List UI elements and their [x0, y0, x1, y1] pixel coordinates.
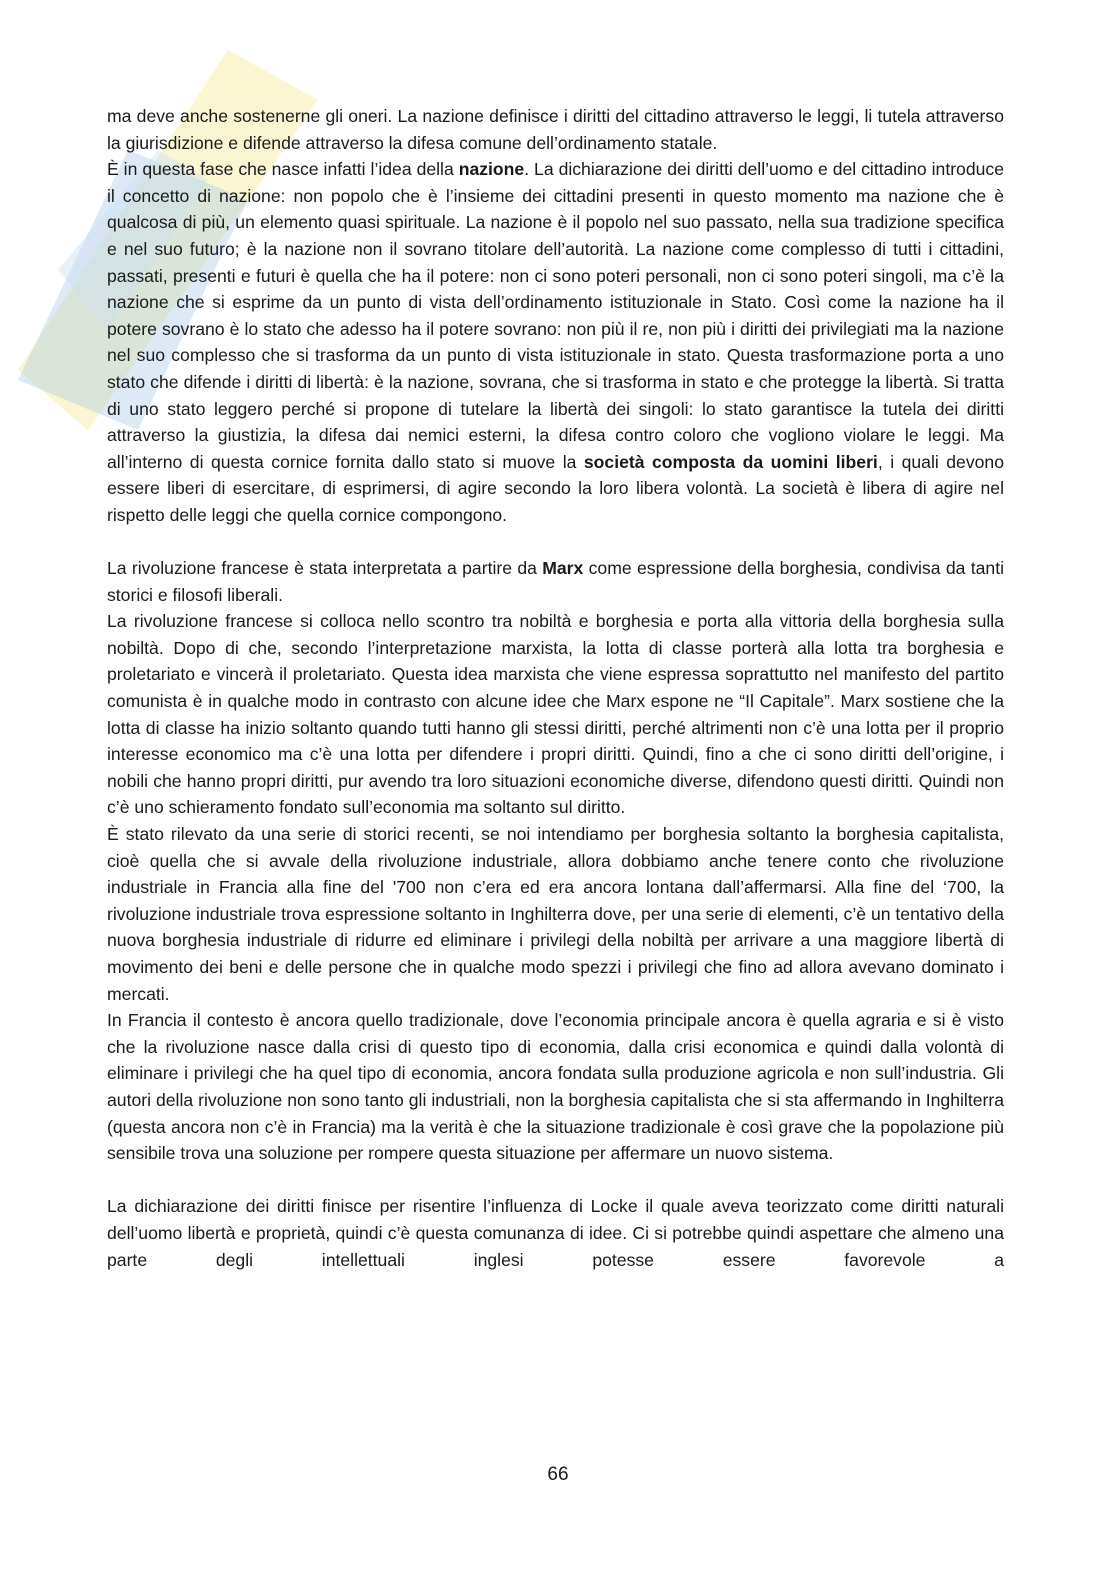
paragraph	[107, 555, 1004, 608]
bold-term: Marx	[542, 558, 584, 579]
text-run: In Francia il contesto è ancora quello tradizionale, dove l’economia principale ancora è quella agraria e si è visto che la rivoluzione nasce dalla crisi di questo tipo di economia, dalla crisi economica e quindi dalla volontà di eliminare i privilegi che ha quel tipo di economia, ancora fondata sulla produzione agricola e non sull’industria. Gli autori della rivoluzione non sono tanto gli industriali, non la borghesia capitalista che si sta affermando in Inghilterra (questa ancora non c’è in Francia) ma la verità è che la situazione tradizionale è così grave che la popolazione più sensibile trova una soluzione per rompere questa situazione per affermare un nuovo sistema.	[107, 1010, 1004, 1164]
text-run: come espressione della borghesia, condivisa da tanti storici e filosofi liberali.	[107, 558, 1004, 605]
paragraph	[107, 1193, 1004, 1273]
paragraph	[107, 1007, 1004, 1167]
paragraph-spacer	[107, 1167, 1004, 1194]
paragraph	[107, 821, 1004, 1007]
text-run: È stato rilevato da una serie di storici recenti, se noi intendiamo per borghesia soltanto la borghesia capitalista, cioè quella che si avvale della rivoluzione industriale, allora dobbiamo anche tenere conto che rivoluzione industriale in Francia alla fine del '700 non c’era ed era ancora lontana dall’affermarsi. Alla fine del ‘700, la rivoluzione industriale trova espressione soltanto in Inghilterra dove, per una serie di elementi, c’è un tentativo della nuova borghesia industriale di ridurre ed eliminare i privilegi della nobiltà per arrivare a una maggiore libertà di movimento dei beni e delle persone che in qualche modo spezzi i privilegi che fino ad allora avevano dominato i mercati.	[107, 824, 1004, 1004]
text-run: , i quali devono essere liberi di esercitare, di esprimersi, di agire secondo la loro libera volontà. La società è libera di agire nel rispetto delle leggi che quella cornice compongono.	[107, 451, 1004, 525]
text-run: La rivoluzione francese si colloca nello scontro tra nobiltà e borghesia e porta alla vittoria della borghesia sulla nobiltà. Dopo di che, secondo l’interpretazione marxista, la lotta di classe porterà alla lotta tra borghesia e proletariato e vincerà il proletariato. Questa idea marxista che viene espressa soprattutto nel manifesto del partito comunista è in qualche modo in contrasto con alcune idee che Marx espone ne “Il Capitale”. Marx sostiene che la lotta di classe ha inizio soltanto quando tutti hanno gli stessi diritti, perché altrimenti non c’è una lotta per il proprio interesse economico ma c’è una lotta per difendere i propri diritti. Quindi, fino a che ci sono diritti dell’origine, i nobili che hanno propri diritti, pur avendo tra loro situazioni economiche diverse, difendono questi diritti. Quindi non c’è uno schieramento fondato sull’economia ma soltanto sul diritto.	[107, 611, 1004, 818]
text-run: È in questa fase che nasce infatti l’idea della	[107, 159, 459, 180]
text-run: La rivoluzione francese è stata interpretata a partire da	[107, 558, 543, 579]
bold-term: nazione	[458, 159, 525, 180]
paragraph	[107, 608, 1004, 821]
text-run: ma deve anche sostenerne gli oneri. La nazione definisce i diritti del cittadino attraverso le leggi, li tutela attraverso la giurisdizione e difende attraverso la difesa comune dell’ordinamento statale.	[107, 106, 1004, 153]
paragraph	[107, 156, 1004, 528]
bold-term: società composta da uomini liberi	[583, 451, 878, 472]
text-run: La dichiarazione dei diritti finisce per risentire l’influenza di Locke il quale aveva teorizzato come diritti naturali dell’uomo libertà e proprietà, quindi c’è questa comunanza di idee. Ci si potrebbe quindi aspettare che almeno una parte degli intellettuali inglesi potesse essere favorevole a	[107, 1196, 1004, 1270]
paragraph-spacer	[107, 529, 1004, 556]
page-number: 66	[547, 1464, 569, 1485]
paragraph	[107, 103, 1004, 156]
text-run: . La dichiarazione dei diritti dell’uomo e del cittadino introduce il concetto di nazione: non popolo che è l’insieme dei cittadini presenti in questo momento ma nazione che è qualcosa di più, un elemento quasi spirituale. La nazione è il popolo nel suo passato, nella sua tradizione specifica e nel suo futuro; è la nazione non il sovrano titolare dell’autorità. La nazione come complesso di tutti i cittadini, passati, presenti e futuri è quella che ha il potere: non ci sono poteri personali, non ci sono poteri singoli, ma c’è la nazione che si esprime da un punto di vista dell’ordinamento istituzionale in Stato. Così come la nazione ha il potere sovrano è lo stato che adesso ha il potere sovrano: non più il re, non più i diritti dei privilegiati ma la nazione nel suo complesso che si trasforma da un punto di vista istituzionale in stato. Questa trasformazione porta a uno stato che difende i diritti di libertà: è la nazione, sovrana, che si trasforma in stato e che protegge la libertà. Si tratta di uno stato leggero perché si propone di tutelare la libertà dei singoli: lo stato garantisce la tutela dei diritti attraverso la giustizia, la difesa dai nemici esterni, la difesa contro coloro che vogliono violare le leggi. Ma all’interno di questa cornice fornita dallo stato si muove la	[107, 159, 1004, 472]
document-body	[107, 103, 1004, 1273]
